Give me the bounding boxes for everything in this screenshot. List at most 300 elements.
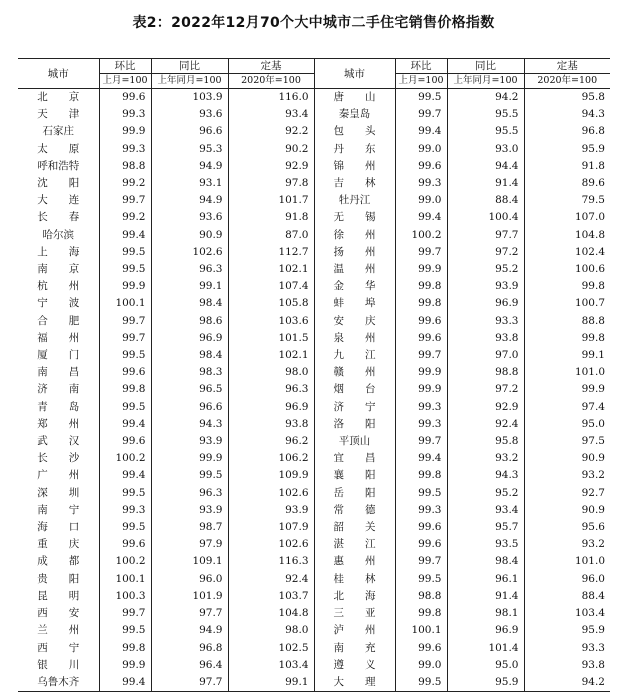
header-city-left: 城市 [18,59,99,89]
cell-base-left: 103.6 [228,313,314,330]
cell-yoy-left: 98.3 [151,364,228,381]
cell-city-right: 湛 江 [314,536,395,553]
table-row [18,227,610,244]
cell-city-right: 吉 林 [314,175,395,192]
cell-yoy-right: 95.5 [447,123,524,140]
cell-city-left: 天 津 [37,108,80,121]
table-row [18,622,610,639]
cell-city-right: 扬 州 [314,244,395,261]
cell-mom-right: 99.6 [395,640,447,657]
cell-base-left: 102.6 [228,485,314,502]
cell-base-right: 89.6 [524,175,610,192]
cell-city-left: 西 宁 [37,641,80,654]
cell-base-left: 104.8 [228,605,314,622]
cell-city-left: 大 连 [37,194,80,207]
cell-yoy-right: 95.2 [447,261,524,278]
table-row [18,141,610,158]
cell-mom-left: 99.9 [99,123,151,140]
cell-city-right: 岳 阳 [314,485,395,502]
header-city-right: 城市 [314,59,395,89]
cell-yoy-left: 96.9 [151,330,228,347]
table-row [18,330,610,347]
cell-mom-left: 99.4 [99,416,151,433]
cell-mom-left: 100.1 [99,295,151,312]
cell-base-left: 116.3 [228,553,314,570]
table-row [18,433,610,450]
cell-base-right: 102.4 [524,244,610,261]
header-base-left: 定基 [228,59,314,74]
cell-yoy-right: 97.2 [447,381,524,398]
table-row [18,605,610,622]
cell-city-left: 西 安 [37,607,80,620]
cell-base-left: 92.4 [228,571,314,588]
cell-city-left: 南 宁 [37,503,80,516]
cell-mom-right: 99.5 [395,571,447,588]
cell-city-left: 福 州 [37,331,80,344]
cell-yoy-left: 96.6 [151,123,228,140]
cell-mom-left: 99.7 [99,192,151,209]
cell-mom-left: 99.8 [99,640,151,657]
cell-yoy-left: 93.9 [151,433,228,450]
cell-mom-right: 99.0 [395,192,447,209]
cell-base-left: 102.6 [228,536,314,553]
cell-city-left: 哈尔滨 [42,228,74,241]
cell-yoy-right: 94.4 [447,158,524,175]
cell-mom-left: 99.6 [99,364,151,381]
cell-base-left: 107.4 [228,278,314,295]
cell-mom-left: 99.4 [99,467,151,484]
cell-city-left: 成 都 [37,555,80,568]
cell-yoy-right: 95.7 [447,519,524,536]
cell-city-left: 海 口 [37,521,80,534]
table-row [18,536,610,553]
cell-base-right: 96.0 [524,571,610,588]
cell-base-right: 95.8 [524,89,610,107]
cell-base-right: 97.4 [524,399,610,416]
cell-yoy-left: 93.9 [151,502,228,519]
cell-base-left: 97.8 [228,175,314,192]
cell-city-right: 常 德 [314,502,395,519]
table-row [18,209,610,226]
cell-mom-right: 99.7 [395,553,447,570]
cell-city-right: 锦 州 [314,158,395,175]
cell-city-right: 平顶山 [314,433,395,450]
cell-mom-right: 99.7 [395,347,447,364]
cell-city-right: 济 宁 [314,399,395,416]
cell-base-left: 102.1 [228,347,314,364]
cell-mom-right: 99.5 [395,89,447,107]
cell-city-left: 长 春 [37,211,80,224]
cell-yoy-left: 99.9 [151,450,228,467]
cell-city-left: 厦 门 [37,349,80,362]
cell-city-right: 无 锡 [314,209,395,226]
cell-city-right: 包 头 [314,123,395,140]
cell-mom-right: 98.8 [395,588,447,605]
cell-city-left: 南 昌 [37,366,80,379]
cell-mom-left: 99.3 [99,141,151,158]
cell-base-right: 101.0 [524,553,610,570]
cell-yoy-left: 99.5 [151,467,228,484]
cell-mom-left: 99.3 [99,106,151,123]
cell-mom-left: 99.6 [99,89,151,107]
cell-city-left: 合 肥 [37,314,80,327]
cell-city-left: 呼和浩特 [37,159,80,172]
cell-base-left: 96.3 [228,381,314,398]
table-row [18,158,610,175]
table-row [18,295,610,312]
cell-city-left: 贵 阳 [37,572,80,585]
cell-base-right: 93.8 [524,657,610,674]
cell-mom-left: 99.8 [99,381,151,398]
cell-yoy-left: 93.6 [151,106,228,123]
cell-city-left: 兰 州 [37,624,80,637]
cell-yoy-right: 93.9 [447,278,524,295]
cell-mom-left: 99.4 [99,227,151,244]
cell-mom-right: 99.3 [395,399,447,416]
subheader-mom-left: 上月=100 [99,74,151,89]
cell-yoy-left: 98.7 [151,519,228,536]
cell-yoy-left: 103.9 [151,89,228,107]
cell-base-left: 98.0 [228,364,314,381]
cell-mom-right: 99.0 [395,141,447,158]
cell-yoy-left: 98.4 [151,295,228,312]
cell-base-left: 99.1 [228,674,314,692]
cell-base-left: 102.1 [228,261,314,278]
cell-city-left: 广 州 [37,469,80,482]
cell-city-left: 乌鲁木齐 [18,674,99,692]
cell-base-right: 95.9 [524,141,610,158]
cell-mom-left: 99.5 [99,399,151,416]
table-row [18,89,610,107]
cell-mom-right: 100.1 [395,622,447,639]
header-yoy-right: 同比 [447,59,524,74]
cell-mom-left: 99.6 [99,536,151,553]
table-row [18,485,610,502]
cell-yoy-right: 98.1 [447,605,524,622]
cell-yoy-left: 96.3 [151,261,228,278]
cell-yoy-right: 93.8 [447,330,524,347]
cell-base-left: 93.8 [228,416,314,433]
cell-base-right: 107.0 [524,209,610,226]
cell-mom-left: 99.2 [99,209,151,226]
cell-base-right: 100.7 [524,295,610,312]
cell-city-right: 泸 州 [314,622,395,639]
cell-mom-left: 100.1 [99,571,151,588]
cell-yoy-right: 91.4 [447,175,524,192]
cell-yoy-left: 96.3 [151,485,228,502]
cell-yoy-left: 90.9 [151,227,228,244]
cell-city-right: 遵 义 [314,657,395,674]
cell-base-right: 101.0 [524,364,610,381]
cell-mom-left: 99.3 [99,502,151,519]
cell-base-right: 95.0 [524,416,610,433]
cell-city-right: 秦皇岛 [314,106,395,123]
cell-yoy-right: 95.8 [447,433,524,450]
cell-mom-left: 99.2 [99,175,151,192]
table-row [18,553,610,570]
cell-mom-right: 99.4 [395,450,447,467]
cell-base-right: 100.6 [524,261,610,278]
cell-mom-left: 99.9 [99,278,151,295]
cell-base-left: 90.2 [228,141,314,158]
cell-mom-right: 99.6 [395,519,447,536]
cell-base-left: 107.9 [228,519,314,536]
cell-yoy-right: 93.3 [447,313,524,330]
cell-mom-right: 99.7 [395,433,447,450]
cell-mom-left: 99.6 [99,433,151,450]
cell-city-left: 深 圳 [37,486,80,499]
table-row [18,106,610,123]
cell-mom-right: 99.8 [395,278,447,295]
cell-city-left: 郑 州 [37,417,80,430]
cell-base-left: 103.4 [228,657,314,674]
cell-mom-right: 99.3 [395,175,447,192]
cell-mom-left: 100.2 [99,450,151,467]
cell-yoy-right: 100.4 [447,209,524,226]
cell-mom-left: 99.4 [99,674,151,692]
table-row [18,347,610,364]
header-mom-right: 环比 [395,59,447,74]
header-yoy-left: 同比 [151,59,228,74]
cell-yoy-left: 97.7 [151,674,228,692]
cell-yoy-right: 88.4 [447,192,524,209]
cell-city-right: 惠 州 [314,553,395,570]
table-row [18,381,610,398]
cell-city-right: 韶 关 [314,519,395,536]
table-row [18,364,610,381]
cell-yoy-right: 101.4 [447,640,524,657]
cell-base-left: 101.5 [228,330,314,347]
subheader-yoy-left: 上年同月=100 [151,74,228,89]
cell-city-left: 沈 阳 [37,177,80,190]
cell-city-left: 济 南 [37,383,80,396]
cell-mom-left: 100.2 [99,553,151,570]
cell-city-right: 牡丹江 [314,192,395,209]
cell-base-right: 99.8 [524,330,610,347]
cell-base-right: 104.8 [524,227,610,244]
cell-yoy-right: 92.9 [447,399,524,416]
cell-yoy-right: 93.0 [447,141,524,158]
cell-mom-left: 99.5 [99,519,151,536]
cell-city-right: 大 理 [314,674,395,692]
cell-city-right: 宜 昌 [314,450,395,467]
cell-yoy-right: 93.4 [447,502,524,519]
cell-mom-right: 99.9 [395,261,447,278]
cell-yoy-left: 109.1 [151,553,228,570]
cell-city-right: 金 华 [314,278,395,295]
cell-city-right: 九 江 [314,347,395,364]
cell-yoy-right: 93.5 [447,536,524,553]
table-row [18,313,610,330]
cell-yoy-left: 98.6 [151,313,228,330]
cell-yoy-left: 93.6 [151,209,228,226]
cell-base-left: 96.9 [228,399,314,416]
cell-base-left: 105.8 [228,295,314,312]
cell-base-right: 94.2 [524,674,610,692]
cell-city-right: 洛 阳 [314,416,395,433]
cell-base-right: 94.3 [524,106,610,123]
cell-yoy-right: 93.2 [447,450,524,467]
cell-mom-left: 99.5 [99,485,151,502]
cell-mom-right: 100.2 [395,227,447,244]
cell-mom-right: 99.0 [395,657,447,674]
cell-yoy-left: 96.0 [151,571,228,588]
cell-yoy-right: 96.1 [447,571,524,588]
cell-base-left: 106.2 [228,450,314,467]
cell-city-right: 徐 州 [314,227,395,244]
cell-city-right: 赣 州 [314,364,395,381]
cell-yoy-left: 93.1 [151,175,228,192]
cell-city-right: 襄 阳 [314,467,395,484]
cell-yoy-left: 96.8 [151,640,228,657]
cell-yoy-left: 94.9 [151,622,228,639]
cell-base-left: 92.2 [228,123,314,140]
cell-city-left: 武 汉 [37,435,80,448]
cell-city-left: 重 庆 [37,538,80,551]
cell-city-right: 温 州 [314,261,395,278]
cell-base-right: 93.2 [524,467,610,484]
page-title: 表2：2022年12月70个大中城市二手住宅销售价格指数 [132,15,495,31]
cell-yoy-right: 96.9 [447,295,524,312]
cell-city-right: 南 充 [314,640,395,657]
cell-yoy-right: 98.8 [447,364,524,381]
cell-yoy-right: 94.3 [447,467,524,484]
cell-base-right: 90.9 [524,450,610,467]
cell-mom-right: 99.8 [395,295,447,312]
cell-base-left: 93.9 [228,502,314,519]
cell-base-left: 96.2 [228,433,314,450]
cell-base-left: 109.9 [228,467,314,484]
cell-mom-right: 99.4 [395,209,447,226]
cell-yoy-right: 98.4 [447,553,524,570]
cell-city-left: 长 沙 [37,452,80,465]
cell-base-right: 96.8 [524,123,610,140]
cell-yoy-right: 94.2 [447,89,524,107]
header-mom-left: 环比 [99,59,151,74]
subheader-base-left: 2020年=100 [228,74,314,89]
table-row [18,519,610,536]
cell-mom-right: 99.7 [395,106,447,123]
cell-base-right: 90.9 [524,502,610,519]
table-row [18,416,610,433]
cell-base-left: 91.8 [228,209,314,226]
cell-city-left: 银 川 [37,658,80,671]
cell-city-left: 太 原 [37,142,80,155]
header-base-right: 定基 [524,59,610,74]
cell-yoy-left: 96.4 [151,657,228,674]
cell-mom-left: 99.7 [99,605,151,622]
cell-yoy-left: 95.3 [151,141,228,158]
cell-yoy-left: 98.4 [151,347,228,364]
cell-base-left: 98.0 [228,622,314,639]
cell-base-right: 97.5 [524,433,610,450]
cell-mom-right: 99.8 [395,605,447,622]
cell-yoy-left: 94.9 [151,192,228,209]
cell-yoy-left: 99.1 [151,278,228,295]
table-row [18,450,610,467]
cell-city-right: 丹 东 [314,141,395,158]
cell-mom-right: 99.6 [395,536,447,553]
cell-mom-left: 99.5 [99,244,151,261]
table-row [18,278,610,295]
cell-yoy-right: 91.4 [447,588,524,605]
cell-base-right: 79.5 [524,192,610,209]
cell-yoy-right: 95.5 [447,106,524,123]
subheader-mom-right: 上月=100 [395,74,447,89]
cell-mom-right: 99.6 [395,313,447,330]
cell-mom-left: 99.7 [99,330,151,347]
cell-base-right: 95.9 [524,622,610,639]
cell-city-left: 南 京 [37,263,80,276]
price-index-table [18,58,610,692]
table-row [18,588,610,605]
cell-city-right: 安 庆 [314,313,395,330]
cell-base-right: 92.7 [524,485,610,502]
cell-base-left: 103.7 [228,588,314,605]
cell-base-right: 99.9 [524,381,610,398]
cell-city-right: 桂 林 [314,571,395,588]
cell-base-right: 88.8 [524,313,610,330]
cell-yoy-left: 94.3 [151,416,228,433]
cell-city-right: 蚌 埠 [314,295,395,312]
cell-base-left: 102.5 [228,640,314,657]
cell-base-right: 103.4 [524,605,610,622]
cell-mom-right: 99.5 [395,674,447,692]
table-row [18,657,610,674]
cell-yoy-right: 97.0 [447,347,524,364]
cell-yoy-right: 96.9 [447,622,524,639]
table-body [18,89,610,692]
cell-city-right: 三 亚 [314,605,395,622]
cell-base-left: 87.0 [228,227,314,244]
table-row [18,192,610,209]
cell-yoy-left: 101.9 [151,588,228,605]
cell-city-left: 青 岛 [37,400,80,413]
cell-base-right: 93.2 [524,536,610,553]
cell-yoy-right: 95.0 [447,657,524,674]
cell-mom-right: 99.6 [395,330,447,347]
cell-city-left: 宁 波 [37,297,80,310]
cell-mom-left: 99.5 [99,347,151,364]
cell-mom-right: 99.9 [395,381,447,398]
cell-base-left: 101.7 [228,192,314,209]
cell-mom-right: 99.7 [395,244,447,261]
cell-mom-right: 99.8 [395,467,447,484]
table-row [18,467,610,484]
table-row [18,123,610,140]
cell-mom-left: 100.3 [99,588,151,605]
cell-city-left: 石家庄 [42,125,74,138]
cell-mom-right: 99.3 [395,416,447,433]
table-row [18,571,610,588]
cell-base-right: 99.1 [524,347,610,364]
cell-yoy-left: 96.6 [151,399,228,416]
cell-yoy-right: 97.2 [447,244,524,261]
cell-mom-left: 99.7 [99,313,151,330]
cell-base-right: 99.8 [524,278,610,295]
cell-mom-right: 99.3 [395,502,447,519]
cell-base-right: 95.6 [524,519,610,536]
subheader-base-right: 2020年=100 [524,74,610,89]
cell-city-right: 烟 台 [314,381,395,398]
cell-mom-left: 98.8 [99,158,151,175]
cell-mom-left: 99.5 [99,261,151,278]
cell-city-right: 唐 山 [314,89,395,107]
cell-city-left: 杭 州 [37,280,80,293]
table-row [18,244,610,261]
cell-mom-left: 99.9 [99,657,151,674]
cell-base-right: 88.4 [524,588,610,605]
